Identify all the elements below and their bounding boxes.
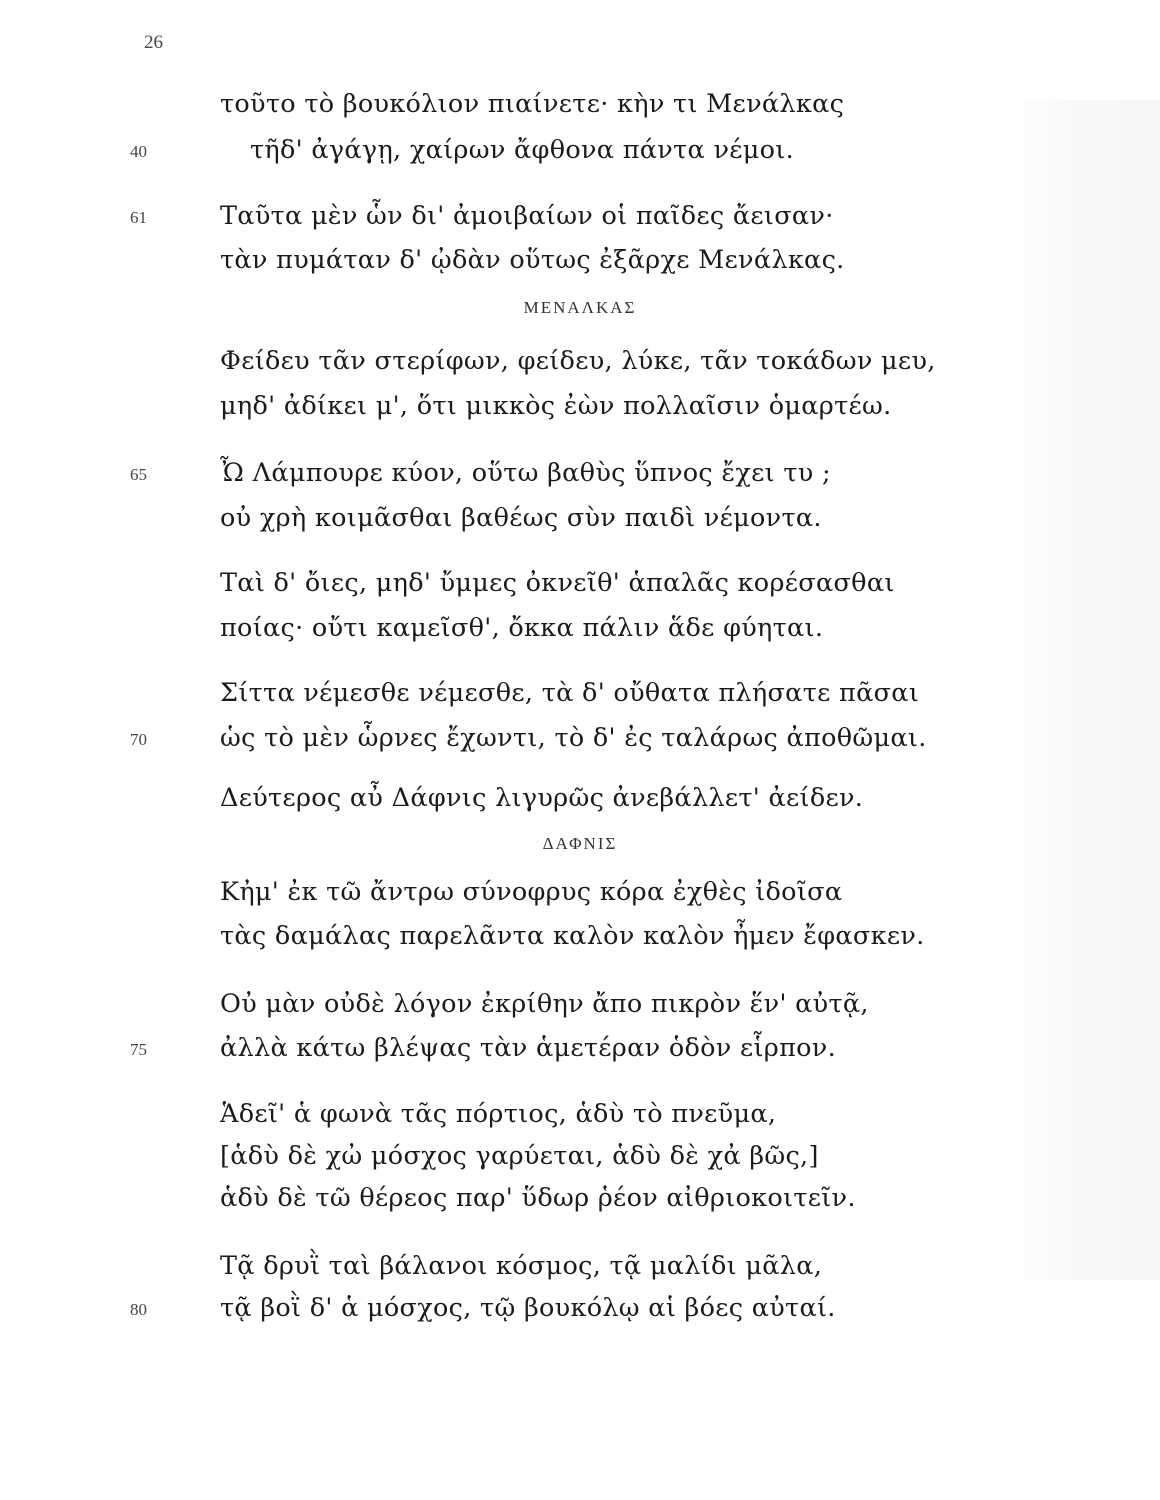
verse-line: ὡς τὸ μὲν ὧρνες ἔχωντι, τὸ δ' ἐς ταλάρως ἀποθῶμαι. <box>220 723 927 753</box>
verse-line: Οὐ μὰν οὐδὲ λόγον ἐκρίθην ἄπο πικρὸν ἕν' αὐτᾷ, <box>220 989 869 1019</box>
verse-line: Τᾷ δρυῒ ταὶ βάλανοι κόσμος, τᾷ μαλίδι μᾶλα, <box>220 1251 823 1281</box>
verse-line: Ὦ Λάμπουρε κύον, οὕτω βαθὺς ὕπνος ἔχει τυ ; <box>220 458 831 488</box>
line-number: 75 <box>130 1040 147 1059</box>
verse-line: Ταὶ δ' ὄιες, μηδ' ὔμμες ὀκνεῖθ' ἁπαλᾶς κορέσασθαι <box>220 568 895 598</box>
page-number: 26 <box>144 32 163 53</box>
verse-line: ἁδὺ δὲ τῶ θέρεος παρ' ὕδωρ ῥέον αἰθριοκοιτεῖν. <box>220 1183 856 1213</box>
verse-line: Φείδευ τᾶν στερίφων, φείδευ, λύκε, τᾶν τοκάδων μευ, <box>220 346 936 376</box>
verse-line: ποίας· οὔτι καμεῖσθ', ὄκκα πάλιν ἅδε φύηται. <box>220 613 824 643</box>
verse-line: [ἁδὺ δὲ χὠ μόσχος γαρύεται, ἁδὺ δὲ χἀ βῶς,] <box>220 1141 819 1171</box>
verse-line: Σίττα νέμεσθε νέμεσθε, τὰ δ' οὔθατα πλήσατε πᾶσαι <box>220 678 920 708</box>
verse-line: ἀλλὰ κάτω βλέψας τὰν ἁμετέραν ὁδὸν εἷρπον. <box>220 1033 837 1063</box>
line-number: 70 <box>130 730 147 749</box>
verse-line: Δεύτερος αὖ Δάφνις λιγυρῶς ἀνεβάλλετ' ἀείδεν. <box>220 783 864 813</box>
verse-line: τὰς δαμάλας παρελᾶντα καλὸν καλὸν ἦμεν ἔφασκεν. <box>220 921 925 951</box>
show-through-shadow <box>1004 100 1160 1280</box>
verse-line: Κἠμ' ἐκ τῶ ἄντρω σύνοφρυς κόρα ἐχθὲς ἰδοῖσα <box>220 877 843 907</box>
verse-line: μηδ' ἀδίκει μ', ὅτι μικκὸς ἐὼν πολλαῖσιν ὁμαρτέω. <box>220 391 892 421</box>
verse-line: τᾷ βοῒ δ' ἁ μόσχος, τῷ βουκόλῳ αἱ βόες αὐταί. <box>220 1293 836 1323</box>
verse-line: τῆδ' ἀγάγῃ, χαίρων ἄφθονα πάντα νέμοι. <box>250 135 794 165</box>
line-number: 40 <box>130 142 147 161</box>
verse-line: τοῦτο τὸ βουκόλιον πιαίνετε· κὴν τι Μενάλκας <box>220 89 845 119</box>
verse-line: τὰν πυμάταν δ' ᾠδὰν οὕτως ἐξᾶρχε Μενάλκας. <box>220 245 845 275</box>
line-number: 80 <box>130 1300 147 1319</box>
verse-line: Ἁδεῖ' ἁ φωνὰ τᾶς πόρτιος, ἁδὺ τὸ πνεῦμα, <box>220 1099 777 1129</box>
speaker-heading: ΜΕΝΑΛΚΑΣ <box>523 298 637 317</box>
speaker-heading: ΔΑΦΝΙΣ <box>542 834 618 853</box>
verse-line: οὐ χρὴ κοιμᾶσθαι βαθέως σὺν παιδὶ νέμοντα. <box>220 503 822 533</box>
line-number: 65 <box>130 465 147 484</box>
verse-line: Ταῦτα μὲν ὧν δι' ἀμοιβαίων οἱ παῖδες ἄεισαν· <box>220 201 834 231</box>
line-number: 61 <box>130 208 147 227</box>
